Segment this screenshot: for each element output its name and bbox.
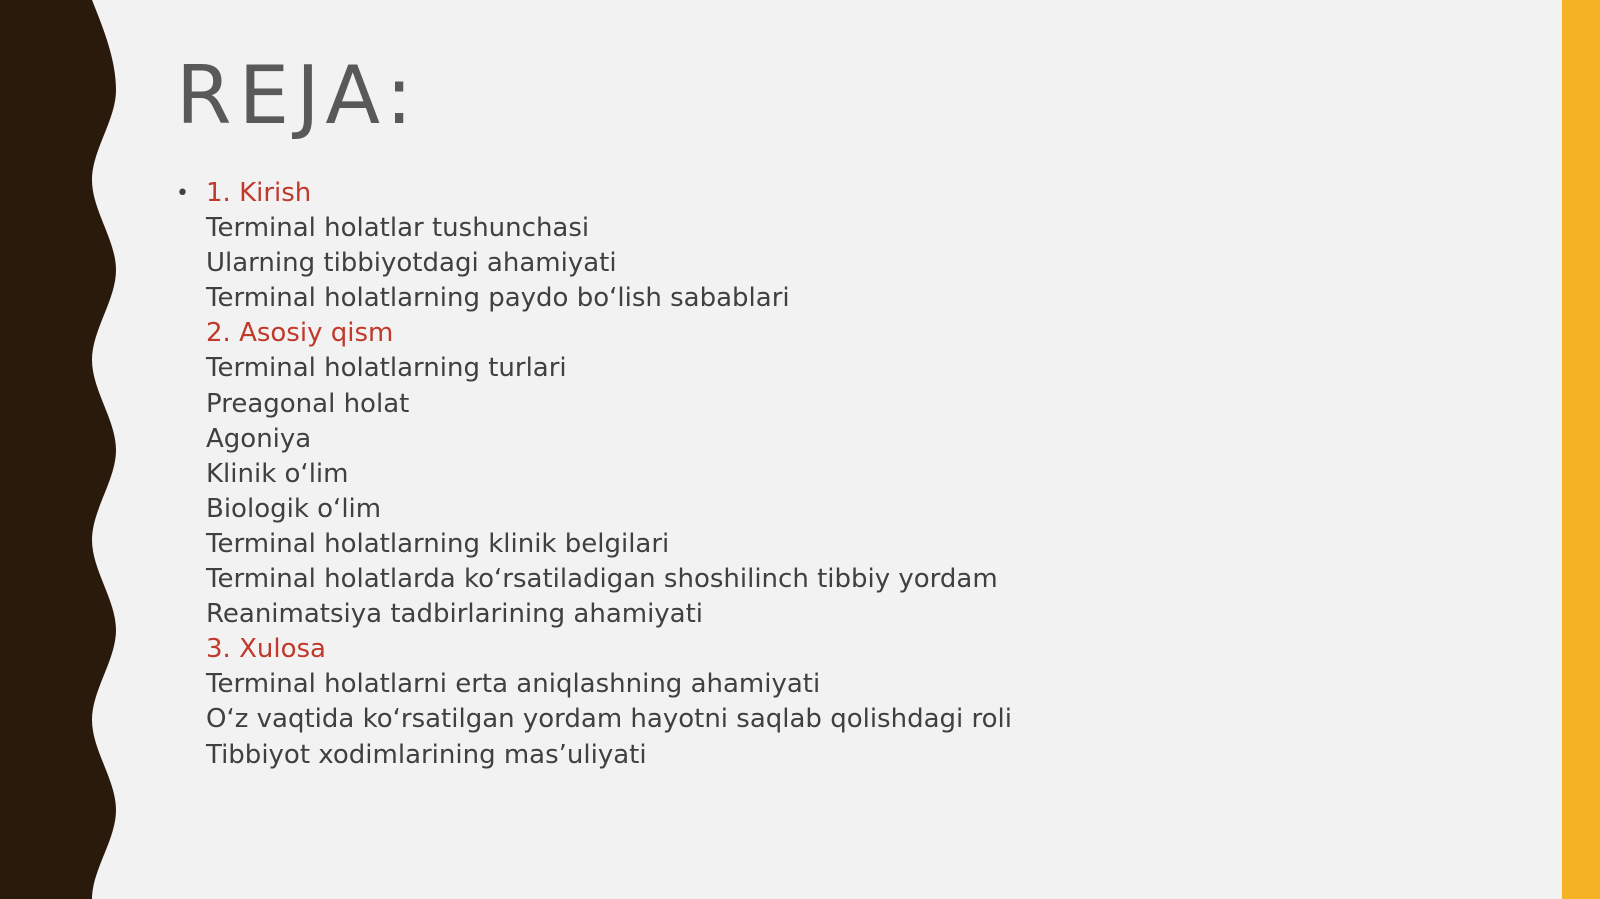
list-item: Terminal holatlarni erta aniqlashning ahamiyati [206,669,821,700]
slide-title: REJA: [176,49,420,142]
list-item: Tibbiyot xodimlarining mas’uliyati [206,739,647,770]
list-item: Preagonal holat [206,388,410,419]
list-item: Agoniya [206,423,312,454]
list-item: Terminal holatlarning paydo bo‘lish sabablari [206,283,790,314]
section-heading-conclusion: 3. Xulosa [206,634,326,665]
section-heading-main: 2. Asosiy qism [206,318,394,349]
left-wave-shape [0,0,116,899]
list-item: Klinik o‘lim [206,458,349,489]
right-accent-bar [1562,0,1600,899]
left-wave-decoration [0,0,130,899]
list-item: Terminal holatlar tushunchasi [206,213,590,244]
list-item: Ularning tibbiyotdagi ahamiyati [206,248,617,279]
list-item: O‘z vaqtida ko‘rsatilgan yordam hayotni saqlab qolishdagi roli [206,704,1012,735]
slide-content [176,176,1176,773]
list-item: Biologik o‘lim [206,493,382,524]
list-item: Terminal holatlarning turlari [206,353,567,384]
outline-list [176,176,1176,773]
list-item: Terminal holatlarning klinik belgilari [206,528,670,559]
list-item: Reanimatsiya tadbirlarining ahamiyati [206,599,704,630]
list-item: Terminal holatlarda ko‘rsatiladigan shoshilinch tibbiy yordam [206,564,998,595]
section-heading-intro: 1. Kirish [206,178,312,208]
bullet-icon: • [176,181,189,206]
